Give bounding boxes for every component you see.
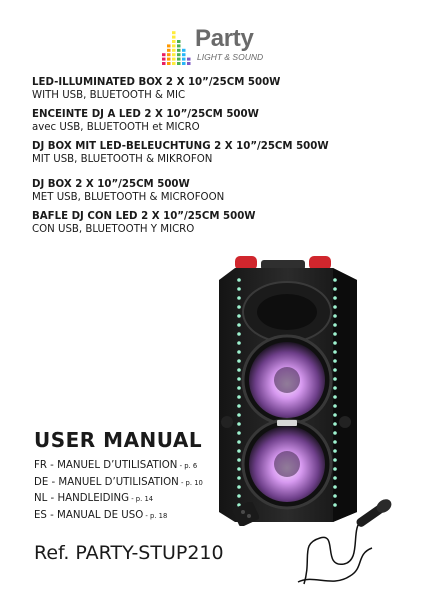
logo-bar-segment [177,62,181,65]
logo-bar-segment [187,62,191,65]
description-subtitle: avec USB, BLUETOOTH et MICRO [32,122,200,133]
logo-bar-segment [182,58,186,61]
led-dot [237,287,241,291]
logo-bar-segment [172,36,176,39]
led-dot [333,395,337,399]
led-dot [237,377,241,381]
manual-item-page: - p. 14 [129,495,154,503]
user-manual-title: USER MANUAL [34,428,203,452]
manual-item-label: NL - HANDLEIDING [34,493,130,504]
led-dot [237,476,241,480]
logo-bar-segment [162,58,166,61]
logo-bar-segment [177,44,181,47]
manual-item-label: ES - MANUAL DE USO [34,509,144,521]
logo-bar-segment [177,40,181,43]
led-dot [333,449,337,453]
logo-bar-segment [172,62,176,65]
led-dot [237,422,241,426]
logo-bar-segment [172,31,176,34]
led-dot [237,467,241,471]
description-subtitle: WITH USB, BLUETOOTH & MIC [32,90,186,101]
led-dot [333,314,337,318]
microphone-image [292,498,392,590]
brand-logo [160,24,270,68]
led-dot [333,350,337,354]
led-dot [237,485,241,489]
led-dot [333,386,337,390]
led-dot [333,404,337,408]
led-dot [237,404,241,408]
led-dot [333,431,337,435]
logo-bar-segment [177,49,181,52]
led-dot [333,332,337,336]
description-es [32,210,412,236]
brand-tagline: LIGHT & SOUND [197,52,264,62]
manual-item-es [34,508,203,525]
equalizer-logo-icon [160,24,194,66]
manual-item-de [34,475,203,492]
description-subtitle: MET USB, BLUETOOTH & MICROFOON [32,192,225,203]
led-dot [333,287,337,291]
logo-bar-segment [172,53,176,56]
description-title: ENCEINTE DJ A LED 2 X 10”/25CM 500W [32,109,259,120]
logo-bar-segment [167,58,171,61]
logo-bar-segment [182,49,186,52]
led-dot [333,422,337,426]
led-dot [237,440,241,444]
led-dot [333,368,337,372]
led-dot [237,431,241,435]
led-dot [333,458,337,462]
logo-bar-segment [172,40,176,43]
logo-bar-segment [172,49,176,52]
product-reference: Ref. PARTY-STUP210 [34,542,224,564]
led-dot [237,395,241,399]
description-de [32,140,412,166]
led-dot [333,476,337,480]
logo-bar-segment [167,53,171,56]
description-subtitle: CON USB, BLUETOOTH Y MICRO [32,224,195,235]
remote-control-image [233,502,259,526]
led-dot [333,341,337,345]
description-fr [32,108,412,134]
led-dot [237,278,241,282]
led-dot [333,413,337,417]
led-dot [333,377,337,381]
led-dot [237,494,241,498]
led-dot [237,413,241,417]
manual-language-list [34,458,203,524]
logo-bar-segment [172,44,176,47]
logo-bar-segment [167,49,171,52]
manual-item-nl [34,491,203,508]
led-dot [237,368,241,372]
manual-item-fr [34,458,203,475]
led-dot [333,323,337,327]
description-en [32,76,412,102]
manual-item-label: DE - MANUEL D’UTILISATION [34,476,179,488]
led-dot [237,458,241,462]
led-dot [237,305,241,309]
description-title: DJ BOX 2 X 10”/25CM 500W [32,179,190,190]
manual-item-label: FR - MANUEL D’UTILISATION [34,460,178,471]
led-dot [333,278,337,282]
led-dot [237,386,241,390]
led-dot [333,296,337,300]
logo-bar-segment [177,58,181,61]
logo-bar-segment [167,44,171,47]
led-dot [237,332,241,336]
brand-name: Party [195,25,254,52]
logo-bar-segment [177,53,181,56]
led-dot [237,350,241,354]
product-descriptions [32,76,412,242]
led-dot [237,296,241,300]
logo-bar-segment [162,53,166,56]
logo-bar-segment [162,62,166,65]
speaker-product-image [205,250,375,526]
led-dot [333,359,337,363]
manual-item-page: - p. 6 [177,462,198,470]
description-title: BAFLE DJ CON LED 2 X 10”/25CM 500W [32,211,256,222]
led-dot [237,314,241,318]
led-dot [237,341,241,345]
led-dot [237,449,241,453]
description-title: LED-ILLUMINATED BOX 2 X 10”/25CM 500W [32,77,281,88]
led-dot [333,305,337,309]
led-dot [237,359,241,363]
led-dot [333,485,337,489]
led-dot [333,440,337,444]
manual-item-page: - p. 10 [178,478,203,487]
logo-bar-segment [182,62,186,65]
description-title: DJ BOX MIT LED-BELEUCHTUNG 2 X 10”/25CM 500W [32,141,329,152]
logo-bar-segment [187,58,191,61]
logo-bar-segment [172,58,176,61]
led-dot [237,323,241,327]
description-nl [32,178,412,204]
manual-item-page: - p. 18 [143,511,168,520]
description-subtitle: MIT USB, BLUETOOTH & MIKROFON [32,154,213,165]
led-dot [333,467,337,471]
logo-bar-segment [182,53,186,56]
logo-bar-segment [167,62,171,65]
